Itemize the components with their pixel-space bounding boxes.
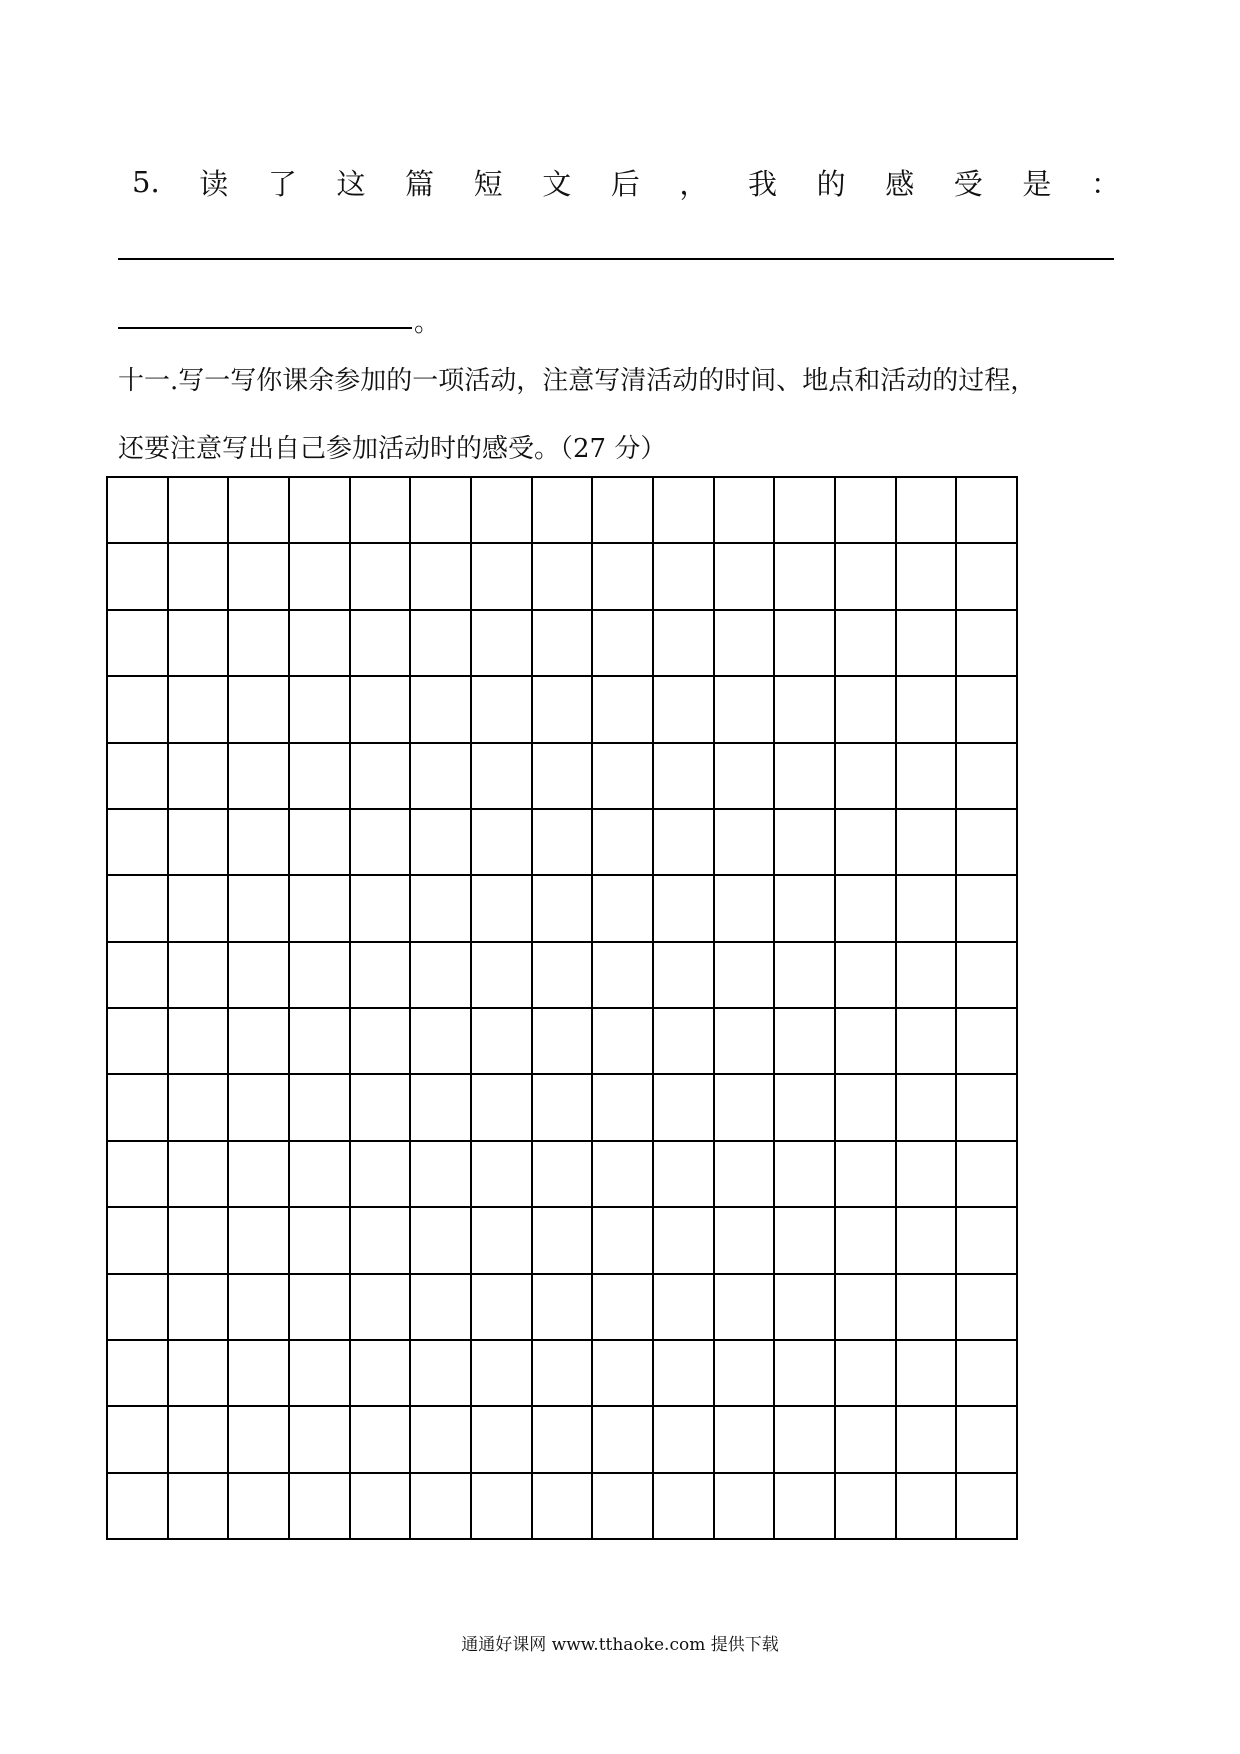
grid-row <box>107 743 1017 809</box>
grid-row <box>107 1074 1017 1140</box>
grid-cell[interactable] <box>653 809 714 875</box>
grid-cell[interactable] <box>835 875 896 941</box>
grid-cell[interactable] <box>168 1141 229 1207</box>
grid-cell[interactable] <box>714 1340 775 1406</box>
grid-row <box>107 1274 1017 1340</box>
grid-row <box>107 543 1017 609</box>
grid-cell[interactable] <box>410 743 471 809</box>
grid-cell[interactable] <box>228 942 289 1008</box>
grid-cell[interactable] <box>471 1473 532 1539</box>
question-11-line-1: 十一.写一写你课余参加的一项活动，注意写清活动的时间、地点和活动的过程， <box>118 366 1037 396</box>
grid-cell[interactable] <box>410 1406 471 1472</box>
grid-row <box>107 1340 1017 1406</box>
grid-cell[interactable] <box>471 477 532 543</box>
grid-cell[interactable] <box>410 543 471 609</box>
grid-cell[interactable] <box>289 1207 350 1273</box>
grid-cell[interactable] <box>532 610 593 676</box>
grid-cell[interactable] <box>592 743 653 809</box>
grid-cell[interactable] <box>107 942 168 1008</box>
grid-cell[interactable] <box>714 1008 775 1074</box>
grid-cell[interactable] <box>714 875 775 941</box>
grid-cell[interactable] <box>350 1141 411 1207</box>
grid-cell[interactable] <box>532 1340 593 1406</box>
grid-cell[interactable] <box>289 1074 350 1140</box>
grid-cell[interactable] <box>592 543 653 609</box>
grid-cell[interactable] <box>592 1074 653 1140</box>
grid-cell[interactable] <box>956 1274 1017 1340</box>
grid-cell[interactable] <box>774 1274 835 1340</box>
grid-cell[interactable] <box>532 942 593 1008</box>
grid-cell[interactable] <box>228 743 289 809</box>
grid-cell[interactable] <box>532 1008 593 1074</box>
grid-cell[interactable] <box>956 1207 1017 1273</box>
question-11-line-2: 还要注意写出自己参加活动时的感受。（27 分） <box>118 434 667 464</box>
grid-cell[interactable] <box>289 743 350 809</box>
grid-cell[interactable] <box>350 1340 411 1406</box>
grid-cell[interactable] <box>653 477 714 543</box>
grid-cell[interactable] <box>532 809 593 875</box>
grid-cell[interactable] <box>653 1406 714 1472</box>
grid-cell[interactable] <box>471 809 532 875</box>
q5-char: 短 <box>473 166 503 201</box>
answer-line-long[interactable] <box>118 258 1114 260</box>
grid-cell[interactable] <box>168 676 229 742</box>
grid-cell[interactable] <box>471 1207 532 1273</box>
grid-cell[interactable] <box>107 743 168 809</box>
grid-cell[interactable] <box>896 1340 957 1406</box>
grid-cell[interactable] <box>289 809 350 875</box>
grid-cell[interactable] <box>289 676 350 742</box>
grid-row <box>107 477 1017 543</box>
q5-char: 读 <box>199 166 229 201</box>
grid-cell[interactable] <box>350 743 411 809</box>
grid-cell[interactable] <box>956 676 1017 742</box>
grid-cell[interactable] <box>228 1406 289 1472</box>
grid-cell[interactable] <box>774 1473 835 1539</box>
grid-cell[interactable] <box>168 1340 229 1406</box>
grid-cell[interactable] <box>289 1406 350 1472</box>
grid-cell[interactable] <box>714 610 775 676</box>
grid-cell[interactable] <box>714 543 775 609</box>
grid-cell[interactable] <box>410 1340 471 1406</box>
grid-cell[interactable] <box>714 942 775 1008</box>
grid-cell[interactable] <box>532 1207 593 1273</box>
grid-cell[interactable] <box>653 676 714 742</box>
grid-cell[interactable] <box>896 543 957 609</box>
grid-cell[interactable] <box>410 1207 471 1273</box>
grid-cell[interactable] <box>956 1340 1017 1406</box>
grid-cell[interactable] <box>956 543 1017 609</box>
grid-row <box>107 1207 1017 1273</box>
grid-cell[interactable] <box>774 676 835 742</box>
grid-cell[interactable] <box>350 1207 411 1273</box>
grid-cell[interactable] <box>774 1074 835 1140</box>
grid-cell[interactable] <box>471 875 532 941</box>
grid-cell[interactable] <box>168 477 229 543</box>
grid-cell[interactable] <box>289 942 350 1008</box>
grid-cell[interactable] <box>956 1473 1017 1539</box>
q5-char: 的 <box>816 166 846 201</box>
grid-cell[interactable] <box>107 1074 168 1140</box>
grid-cell[interactable] <box>835 1406 896 1472</box>
grid-cell[interactable] <box>896 942 957 1008</box>
grid-cell[interactable] <box>653 543 714 609</box>
grid-cell[interactable] <box>107 1008 168 1074</box>
grid-cell[interactable] <box>774 809 835 875</box>
q5-char: 篇 <box>405 166 435 201</box>
grid-cell[interactable] <box>653 1207 714 1273</box>
grid-cell[interactable] <box>774 1340 835 1406</box>
grid-cell[interactable] <box>168 875 229 941</box>
grid-cell[interactable] <box>835 1340 896 1406</box>
q5-char: 这 <box>336 166 366 201</box>
grid-cell[interactable] <box>592 1406 653 1472</box>
grid-cell[interactable] <box>653 942 714 1008</box>
grid-cell[interactable] <box>774 1141 835 1207</box>
grid-cell[interactable] <box>350 1274 411 1340</box>
grid-cell[interactable] <box>896 743 957 809</box>
grid-cell[interactable] <box>835 942 896 1008</box>
grid-cell[interactable] <box>653 1340 714 1406</box>
grid-cell[interactable] <box>350 676 411 742</box>
grid-cell[interactable] <box>653 1008 714 1074</box>
grid-cell[interactable] <box>471 1008 532 1074</box>
grid-cell[interactable] <box>168 1473 229 1539</box>
grid-cell[interactable] <box>592 1340 653 1406</box>
grid-cell[interactable] <box>714 1274 775 1340</box>
grid-cell[interactable] <box>896 809 957 875</box>
grid-cell[interactable] <box>592 1207 653 1273</box>
grid-cell[interactable] <box>896 477 957 543</box>
grid-cell[interactable] <box>774 743 835 809</box>
grid-cell[interactable] <box>592 610 653 676</box>
grid-cell[interactable] <box>653 1141 714 1207</box>
grid-cell[interactable] <box>714 1207 775 1273</box>
grid-cell[interactable] <box>410 942 471 1008</box>
q5-char: 我 <box>748 166 778 201</box>
grid-cell[interactable] <box>289 1141 350 1207</box>
grid-cell[interactable] <box>350 1008 411 1074</box>
grid-cell[interactable] <box>774 875 835 941</box>
grid-cell[interactable] <box>835 1207 896 1273</box>
grid-cell[interactable] <box>714 1074 775 1140</box>
grid-cell[interactable] <box>168 1406 229 1472</box>
grid-cell[interactable] <box>471 942 532 1008</box>
grid-cell[interactable] <box>653 610 714 676</box>
grid-cell[interactable] <box>471 1406 532 1472</box>
grid-cell[interactable] <box>228 1008 289 1074</box>
grid-cell[interactable] <box>168 610 229 676</box>
grid-cell[interactable] <box>228 1207 289 1273</box>
grid-cell[interactable] <box>896 610 957 676</box>
grid-cell[interactable] <box>289 1473 350 1539</box>
grid-cell[interactable] <box>289 477 350 543</box>
grid-cell[interactable] <box>107 1340 168 1406</box>
grid-cell[interactable] <box>532 543 593 609</box>
grid-cell[interactable] <box>107 477 168 543</box>
grid-cell[interactable] <box>107 1207 168 1273</box>
grid-cell[interactable] <box>896 875 957 941</box>
grid-cell[interactable] <box>350 477 411 543</box>
grid-cell[interactable] <box>896 676 957 742</box>
grid-cell[interactable] <box>956 875 1017 941</box>
grid-cell[interactable] <box>774 942 835 1008</box>
grid-cell[interactable] <box>471 610 532 676</box>
grid-cell[interactable] <box>532 875 593 941</box>
grid-cell[interactable] <box>350 942 411 1008</box>
grid-cell[interactable] <box>714 1406 775 1472</box>
grid-row <box>107 809 1017 875</box>
grid-cell[interactable] <box>956 1008 1017 1074</box>
grid-cell[interactable] <box>835 809 896 875</box>
grid-cell[interactable] <box>107 1406 168 1472</box>
grid-cell[interactable] <box>896 1473 957 1539</box>
grid-cell[interactable] <box>835 676 896 742</box>
q5-char: 受 <box>953 166 983 201</box>
grid-cell[interactable] <box>471 743 532 809</box>
grid-cell[interactable] <box>228 543 289 609</box>
grid-cell[interactable] <box>592 875 653 941</box>
grid-cell[interactable] <box>592 477 653 543</box>
grid-cell[interactable] <box>107 809 168 875</box>
grid-cell[interactable] <box>289 543 350 609</box>
grid-cell[interactable] <box>471 1274 532 1340</box>
grid-cell[interactable] <box>410 1473 471 1539</box>
grid-cell[interactable] <box>350 610 411 676</box>
grid-cell[interactable] <box>350 1406 411 1472</box>
grid-cell[interactable] <box>774 477 835 543</box>
grid-cell[interactable] <box>471 676 532 742</box>
grid-cell[interactable] <box>228 1074 289 1140</box>
grid-cell[interactable] <box>532 1406 593 1472</box>
grid-cell[interactable] <box>350 875 411 941</box>
grid-cell[interactable] <box>410 610 471 676</box>
composition-grid <box>106 476 1018 1540</box>
grid-row <box>107 1406 1017 1472</box>
grid-cell[interactable] <box>653 875 714 941</box>
grid-cell[interactable] <box>168 1074 229 1140</box>
grid-cell[interactable] <box>350 1074 411 1140</box>
grid-cell[interactable] <box>228 875 289 941</box>
grid-cell[interactable] <box>714 477 775 543</box>
grid-cell[interactable] <box>471 1141 532 1207</box>
q5-char: ： <box>1090 166 1120 201</box>
grid-cell[interactable] <box>228 809 289 875</box>
grid-cell[interactable] <box>410 477 471 543</box>
grid-cell[interactable] <box>410 1141 471 1207</box>
grid-cell[interactable] <box>956 809 1017 875</box>
grid-cell[interactable] <box>835 543 896 609</box>
question-5-prompt <box>132 158 1120 206</box>
grid-cell[interactable] <box>289 610 350 676</box>
grid-cell[interactable] <box>532 1473 593 1539</box>
grid-cell[interactable] <box>410 875 471 941</box>
grid-cell[interactable] <box>653 1473 714 1539</box>
grid-cell[interactable] <box>714 809 775 875</box>
grid-cell[interactable] <box>228 1141 289 1207</box>
grid-cell[interactable] <box>835 1008 896 1074</box>
grid-row <box>107 875 1017 941</box>
grid-cell[interactable] <box>714 1473 775 1539</box>
grid-cell[interactable] <box>107 1274 168 1340</box>
answer-line-short-row <box>118 296 440 336</box>
grid-cell[interactable] <box>774 1207 835 1273</box>
grid-cell[interactable] <box>956 743 1017 809</box>
grid-cell[interactable] <box>410 1274 471 1340</box>
grid-cell[interactable] <box>592 1473 653 1539</box>
grid-cell[interactable] <box>228 477 289 543</box>
footer-source: 通通好课网 www.tthaoke.com 提供下载 <box>461 1635 779 1655</box>
grid-cell[interactable] <box>410 1074 471 1140</box>
grid-cell[interactable] <box>956 1406 1017 1472</box>
grid-cell[interactable] <box>289 1008 350 1074</box>
grid-cell[interactable] <box>835 1074 896 1140</box>
grid-cell[interactable] <box>471 1074 532 1140</box>
grid-row <box>107 942 1017 1008</box>
q5-char: 了 <box>267 166 297 201</box>
q5-char: ， <box>679 166 709 201</box>
grid-cell[interactable] <box>107 1141 168 1207</box>
grid-cell[interactable] <box>956 1141 1017 1207</box>
q5-char: 5. <box>132 165 160 199</box>
grid-cell[interactable] <box>896 1207 957 1273</box>
grid-cell[interactable] <box>410 809 471 875</box>
q5-char: 是 <box>1022 166 1052 201</box>
grid-cell[interactable] <box>592 1141 653 1207</box>
grid-cell[interactable] <box>532 676 593 742</box>
grid-cell[interactable] <box>956 477 1017 543</box>
grid-cell[interactable] <box>289 875 350 941</box>
grid-cell[interactable] <box>774 1008 835 1074</box>
grid-cell[interactable] <box>896 1274 957 1340</box>
grid-cell[interactable] <box>228 1473 289 1539</box>
grid-cell[interactable] <box>532 477 593 543</box>
grid-cell[interactable] <box>168 1008 229 1074</box>
grid-cell[interactable] <box>896 1008 957 1074</box>
answer-line-short[interactable] <box>118 327 412 329</box>
grid-cell[interactable] <box>228 610 289 676</box>
grid-cell[interactable] <box>592 942 653 1008</box>
grid-cell[interactable] <box>107 610 168 676</box>
grid-cell[interactable] <box>532 743 593 809</box>
grid-cell[interactable] <box>896 1074 957 1140</box>
grid-cell[interactable] <box>714 676 775 742</box>
grid-cell[interactable] <box>107 543 168 609</box>
grid-row <box>107 1473 1017 1539</box>
grid-cell[interactable] <box>714 1141 775 1207</box>
grid-cell[interactable] <box>289 1340 350 1406</box>
answer-end-period: 。 <box>414 308 441 338</box>
grid-cell[interactable] <box>592 1008 653 1074</box>
grid-cell[interactable] <box>471 1340 532 1406</box>
grid-cell[interactable] <box>532 1074 593 1140</box>
grid-cell[interactable] <box>956 1074 1017 1140</box>
grid-cell[interactable] <box>774 1406 835 1472</box>
grid-cell[interactable] <box>532 1274 593 1340</box>
grid-cell[interactable] <box>835 1473 896 1539</box>
grid-cell[interactable] <box>592 1274 653 1340</box>
grid-cell[interactable] <box>168 743 229 809</box>
grid-cell[interactable] <box>956 942 1017 1008</box>
grid-cell[interactable] <box>471 543 532 609</box>
grid-cell[interactable] <box>774 543 835 609</box>
grid-cell[interactable] <box>835 477 896 543</box>
grid-cell[interactable] <box>835 743 896 809</box>
q5-char: 后 <box>610 166 640 201</box>
grid-cell[interactable] <box>532 1141 593 1207</box>
grid-cell[interactable] <box>956 610 1017 676</box>
grid-cell[interactable] <box>896 1406 957 1472</box>
q5-char: 感 <box>885 166 915 201</box>
grid-cell[interactable] <box>228 676 289 742</box>
grid-cell[interactable] <box>107 676 168 742</box>
grid-cell[interactable] <box>168 809 229 875</box>
grid-row <box>107 1008 1017 1074</box>
grid-cell[interactable] <box>774 610 835 676</box>
grid-cell[interactable] <box>714 743 775 809</box>
grid-cell[interactable] <box>107 1473 168 1539</box>
grid-cell[interactable] <box>228 1340 289 1406</box>
grid-cell[interactable] <box>168 543 229 609</box>
grid-cell[interactable] <box>289 1274 350 1340</box>
grid-cell[interactable] <box>168 1274 229 1340</box>
grid-row <box>107 1141 1017 1207</box>
grid-cell[interactable] <box>835 1274 896 1340</box>
grid-cell[interactable] <box>592 809 653 875</box>
grid-cell[interactable] <box>653 1074 714 1140</box>
grid-cell[interactable] <box>896 1141 957 1207</box>
grid-cell[interactable] <box>592 676 653 742</box>
grid-cell[interactable] <box>653 743 714 809</box>
grid-cell[interactable] <box>410 1008 471 1074</box>
q5-char: 文 <box>542 166 572 201</box>
grid-cell[interactable] <box>168 942 229 1008</box>
grid-cell[interactable] <box>653 1274 714 1340</box>
grid-cell[interactable] <box>350 543 411 609</box>
grid-row <box>107 610 1017 676</box>
grid-cell[interactable] <box>835 1141 896 1207</box>
grid-cell[interactable] <box>835 610 896 676</box>
grid-row <box>107 676 1017 742</box>
grid-cell[interactable] <box>228 1274 289 1340</box>
grid-cell[interactable] <box>350 1473 411 1539</box>
grid-cell[interactable] <box>350 809 411 875</box>
grid-cell[interactable] <box>410 676 471 742</box>
grid-cell[interactable] <box>107 875 168 941</box>
grid-cell[interactable] <box>168 1207 229 1273</box>
